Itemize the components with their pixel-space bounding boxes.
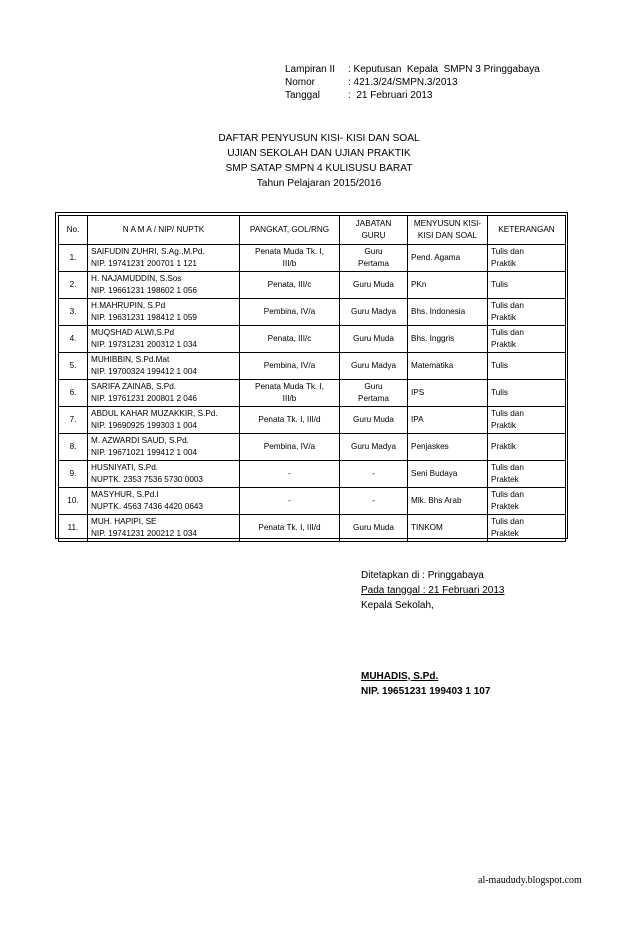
cell-keterangan-line: Tulis dan [491, 301, 524, 310]
cell-no [59, 515, 88, 542]
header-menyusun [408, 216, 488, 245]
penyusun-table [58, 215, 566, 542]
cell-menyusun [408, 407, 488, 434]
cell-jabatan-line: Guru [364, 247, 383, 256]
cell-no [59, 326, 88, 353]
cell-pangkat-line: III/b [282, 394, 297, 403]
table-row [59, 461, 566, 488]
cell-keterangan-line: Tulis dan [491, 463, 524, 472]
cell-nama-line: NUPTK. 4563 7436 4420 0643 [91, 502, 203, 511]
cell-keterangan-line: Praktek [491, 502, 519, 511]
cell-keterangan [488, 515, 566, 542]
signer-block [361, 669, 490, 699]
cell-menyusun-line: Matematika [411, 361, 454, 370]
header-menyusun-line: KISI DAN SOAL [417, 231, 478, 240]
table-row [59, 299, 566, 326]
cell-nama-line: NUPTK. 2353 7536 5730 0003 [91, 475, 203, 484]
cell-jabatan-line: Pertama [358, 259, 389, 268]
cell-menyusun [408, 299, 488, 326]
cell-nama-line: MUHIBBIN, S.Pd.Mat [91, 355, 170, 364]
cell-keterangan-line: Tulis [491, 388, 508, 397]
cell-nama [88, 407, 240, 434]
cell-pangkat-line: Pembina, IV/a [263, 442, 316, 451]
title-line: DAFTAR PENYUSUN KISI- KISI DAN SOAL [218, 133, 420, 144]
cell-jabatan-line: Guru Muda [353, 415, 394, 424]
cell-no [59, 434, 88, 461]
cell-keterangan [488, 353, 566, 380]
cell-jabatan-line: Guru Madya [350, 442, 397, 451]
cell-keterangan [488, 272, 566, 299]
footer-source: al-maududy.blogspot.com [478, 875, 582, 886]
signature-role: Kepala Sekolah, [361, 600, 434, 611]
cell-jabatan-line: Guru Muda [353, 334, 394, 343]
cell-nama-line: NIP. 19661231 198602 1 056 [91, 286, 197, 295]
cell-no-line: 3. [69, 307, 77, 316]
header-menyusun-line: MENYUSUN KISI- [413, 219, 482, 228]
cell-no-line: 11. [67, 523, 79, 532]
cell-pangkat-line: Pembina, IV/a [263, 307, 316, 316]
cell-nama-line: HUSNIYATI, S.Pd. [91, 463, 159, 472]
cell-menyusun [408, 488, 488, 515]
table-row [59, 488, 566, 515]
cell-nama-line: H. NAJAMUDDIN, S.Sos [91, 274, 182, 283]
cell-nama-line: NIP. 19761231 200801 2 046 [91, 394, 197, 403]
cell-menyusun-line: Bhs. Indonesia [411, 307, 466, 316]
cell-no-line: 1. [69, 253, 77, 262]
cell-menyusun [408, 380, 488, 407]
cell-pangkat [240, 245, 340, 272]
lampiran-key: Tanggal [285, 90, 321, 101]
cell-nama [88, 380, 240, 407]
cell-keterangan-line: Tulis [491, 280, 508, 289]
cell-nama-line: ABDUL KAHAR MUZAKKIR, S.Pd. [91, 409, 218, 418]
lampiran-value: : 421.3/24/SMPN.3/2013 [348, 77, 458, 88]
cell-no [59, 380, 88, 407]
header-no: No. [59, 216, 88, 245]
lampiran-row [285, 63, 540, 76]
cell-pangkat [240, 515, 340, 542]
cell-nama-line: NIP. 19700324 199412 1 004 [91, 367, 197, 376]
header-jabatan-line: JABATAN [355, 219, 392, 228]
cell-menyusun-line: Mlk. Bhs Arab [411, 496, 462, 505]
cell-keterangan-line: Praktek [491, 529, 519, 538]
cell-nama [88, 434, 240, 461]
cell-nama-line: NIP. 19741231 200212 1 034 [91, 529, 197, 538]
cell-pangkat [240, 272, 340, 299]
cell-nama [88, 245, 240, 272]
cell-no [59, 245, 88, 272]
header-pangkat: PANGKAT, GOL/RNG [240, 216, 340, 245]
cell-jabatan [340, 245, 408, 272]
cell-nama-line: NIP. 19690925 199303 1 004 [91, 421, 197, 430]
cell-menyusun-line: Penjaskes [411, 442, 449, 451]
cell-pangkat [240, 434, 340, 461]
cell-pangkat-line: III/b [282, 259, 297, 268]
cell-jabatan [340, 380, 408, 407]
lampiran-value: : 21 Februari 2013 [348, 90, 433, 101]
cell-keterangan-line: Tulis dan [491, 490, 524, 499]
cell-menyusun-line: Bhs. Inggris [411, 334, 455, 343]
cell-jabatan [340, 407, 408, 434]
cell-nama-line: MUH. HAPIPI, SE [91, 517, 157, 526]
cell-menyusun [408, 434, 488, 461]
document-title [200, 131, 438, 191]
lampiran-row [285, 76, 540, 89]
cell-keterangan [488, 299, 566, 326]
cell-no-line: 9. [69, 469, 77, 478]
cell-no [59, 407, 88, 434]
cell-keterangan [488, 245, 566, 272]
cell-menyusun-line: Pend. Agama [411, 253, 461, 262]
cell-nama-line: MASYHUR, S.Pd.I [91, 490, 159, 499]
cell-pangkat [240, 488, 340, 515]
cell-nama [88, 353, 240, 380]
cell-jabatan-line: Guru Madya [350, 307, 397, 316]
title-line: UJIAN SEKOLAH DAN UJIAN PRAKTIK [227, 148, 411, 159]
cell-pangkat [240, 326, 340, 353]
lampiran-key: Nomor [285, 77, 316, 88]
cell-nama-line: M. AZWARDI SAUD, S.Pd. [91, 436, 189, 445]
cell-nama [88, 461, 240, 488]
cell-jabatan-line: Guru Madya [350, 361, 397, 370]
cell-nama [88, 488, 240, 515]
cell-jabatan [340, 461, 408, 488]
cell-pangkat [240, 353, 340, 380]
table-header-row [59, 216, 566, 245]
cell-pangkat-line: - [288, 469, 291, 478]
cell-nama-line: MUQSHAD ALWI,S.Pd [91, 328, 175, 337]
cell-pangkat-line: Pembina, IV/a [263, 361, 316, 370]
cell-jabatan [340, 515, 408, 542]
cell-keterangan-line: Tulis dan [491, 328, 524, 337]
cell-keterangan-line: Tulis dan [491, 409, 524, 418]
cell-nama-line: SARIFA ZAINAB, S.Pd. [91, 382, 177, 391]
cell-no-line: 7. [69, 415, 77, 424]
cell-keterangan-line: Tulis dan [491, 247, 524, 256]
cell-menyusun-line: IPA [411, 415, 424, 424]
cell-jabatan [340, 434, 408, 461]
cell-nama-line: H.MAHRUPIN, S.Pd [91, 301, 166, 310]
cell-nama-line: NIP. 19741231 200701 1 121 [91, 259, 197, 268]
cell-pangkat-line: Penata Muda Tk. I, [254, 382, 325, 391]
lampiran-block [285, 63, 540, 102]
cell-nama-line: NIP. 19631231 198412 1 059 [91, 313, 197, 322]
cell-pangkat [240, 380, 340, 407]
cell-keterangan [488, 326, 566, 353]
cell-pangkat-line: Penata Tk. I, III/d [258, 523, 321, 532]
cell-no-line: 6. [69, 388, 77, 397]
cell-keterangan [488, 407, 566, 434]
cell-no-line: 5. [69, 361, 77, 370]
cell-jabatan-line: Guru Muda [353, 280, 394, 289]
header-jabatan [340, 216, 408, 245]
header-keterangan: KETERANGAN [488, 216, 566, 245]
cell-jabatan-line: - [372, 496, 375, 505]
cell-menyusun-line: Seni Budaya [411, 469, 458, 478]
header-jabatan-line: GURU [361, 231, 386, 240]
cell-pangkat-line: Penata Muda Tk. I, [254, 247, 325, 256]
cell-nama-line: SAIFUDIN ZUHRI, S.Ag.,M.Pd. [91, 247, 205, 256]
cell-menyusun [408, 326, 488, 353]
cell-menyusun [408, 245, 488, 272]
cell-keterangan-line: Praktik [491, 421, 517, 430]
cell-jabatan-line: Pertama [358, 394, 389, 403]
cell-no [59, 353, 88, 380]
cell-keterangan [488, 488, 566, 515]
cell-keterangan [488, 434, 566, 461]
cell-nama-line: NIP. 19671021 199412 1 004 [91, 448, 197, 457]
cell-jabatan-line: - [372, 469, 375, 478]
header-nama: N A M A / NIP/ NUPTK [88, 216, 240, 245]
cell-menyusun [408, 461, 488, 488]
title-line: Tahun Pelajaran 2015/2016 [256, 178, 382, 189]
cell-jabatan-line: Guru Muda [353, 523, 394, 532]
cell-jabatan [340, 299, 408, 326]
cell-nama [88, 515, 240, 542]
cell-menyusun [408, 515, 488, 542]
cell-pangkat-line: Penata Tk. I, III/d [258, 415, 321, 424]
cell-pangkat-line: - [288, 496, 291, 505]
cell-nama-line: NIP. 19731231 200312 1 034 [91, 340, 197, 349]
cell-no [59, 272, 88, 299]
cell-pangkat-line: Penata, III/c [267, 280, 312, 289]
title-line: SMP SATAP SMPN 4 KULISUSU BARAT [225, 163, 413, 174]
cell-pangkat [240, 299, 340, 326]
cell-keterangan-line: Praktik [491, 259, 517, 268]
cell-no-line: 8. [69, 442, 77, 451]
signature-place: Ditetapkan di : Pringgabaya [361, 570, 484, 581]
signature-date: Pada tanggal : 21 Februari 2013 [361, 585, 505, 596]
cell-pangkat-line: Penata, III/c [267, 334, 312, 343]
cell-jabatan [340, 353, 408, 380]
cell-jabatan [340, 326, 408, 353]
cell-keterangan [488, 380, 566, 407]
cell-keterangan-line: Praktik [491, 442, 517, 451]
cell-menyusun [408, 353, 488, 380]
table-row [59, 434, 566, 461]
cell-jabatan [340, 488, 408, 515]
cell-jabatan [340, 272, 408, 299]
table-row [59, 407, 566, 434]
cell-pangkat [240, 461, 340, 488]
table-row [59, 380, 566, 407]
cell-menyusun [408, 272, 488, 299]
cell-menyusun-line: PKn [411, 280, 427, 289]
cell-keterangan-line: Praktik [491, 313, 517, 322]
cell-keterangan-line: Praktek [491, 475, 519, 484]
cell-menyusun-line: TINKOM [411, 523, 443, 532]
table-row [59, 353, 566, 380]
cell-keterangan [488, 461, 566, 488]
table-row [59, 515, 566, 542]
table-row [59, 272, 566, 299]
signer-name: MUHADIS, S.Pd. [361, 671, 439, 682]
cell-nama [88, 272, 240, 299]
cell-nama [88, 326, 240, 353]
signer-nip: NIP. 19651231 199403 1 107 [361, 686, 491, 697]
cell-no [59, 461, 88, 488]
cell-jabatan-line: Guru [364, 382, 383, 391]
cell-nama [88, 299, 240, 326]
table-row [59, 326, 566, 353]
cell-menyusun-line: IPS [411, 388, 425, 397]
cell-pangkat [240, 407, 340, 434]
cell-keterangan-line: Tulis dan [491, 517, 524, 526]
cell-no-line: 2. [69, 280, 77, 289]
cell-no-line: 10. [67, 496, 79, 505]
cell-no [59, 299, 88, 326]
table-row [59, 245, 566, 272]
lampiran-row [285, 89, 540, 102]
cell-keterangan-line: Praktik [491, 340, 517, 349]
lampiran-key: Lampiran II [285, 64, 336, 75]
cell-keterangan-line: Tulis [491, 361, 508, 370]
cell-no-line: 4. [69, 334, 77, 343]
lampiran-value: : Keputusan Kepala SMPN 3 Pringgabaya [348, 64, 540, 75]
signature-block [361, 568, 504, 613]
cell-no [59, 488, 88, 515]
